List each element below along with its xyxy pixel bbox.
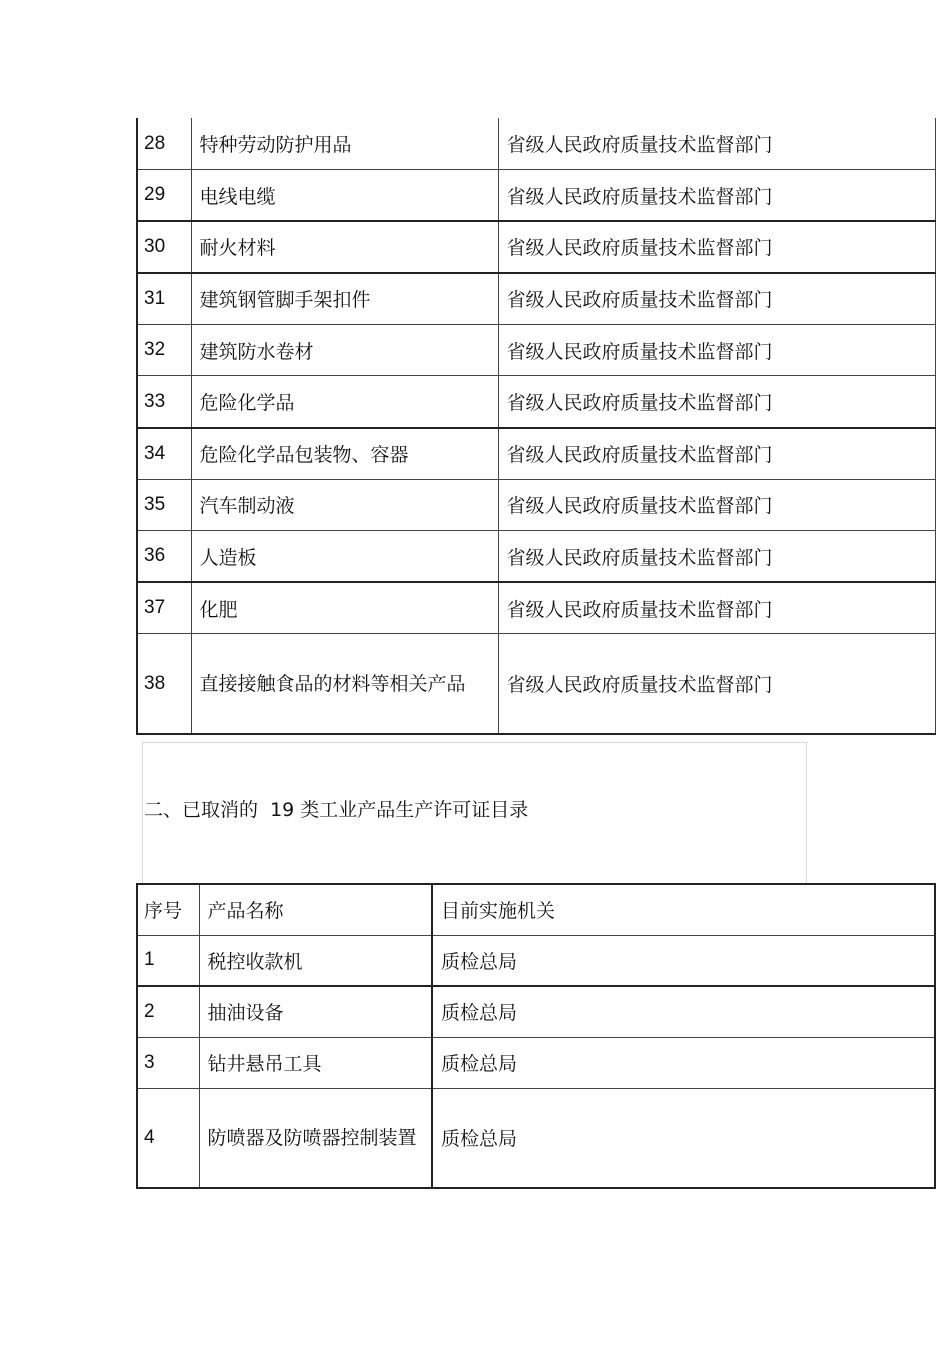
row-number: 30 <box>137 221 191 273</box>
table-row <box>137 986 935 1037</box>
agency-name: 省级人民政府质量技术监督部门 <box>498 531 935 583</box>
row-number: 2 <box>137 986 199 1037</box>
table-header-row <box>137 884 935 935</box>
section-heading: 二、已取消的 19 类工业产品生产许可证目录 <box>144 799 529 821</box>
product-name: 钻井悬吊工具 <box>199 1037 432 1088</box>
table-row <box>137 324 935 376</box>
product-name: 建筑防水卷材 <box>191 324 498 376</box>
product-name: 化肥 <box>191 582 498 634</box>
row-number: 38 <box>137 634 191 734</box>
table-row <box>137 1037 935 1088</box>
product-name: 电线电缆 <box>191 170 498 222</box>
agency-name: 省级人民政府质量技术监督部门 <box>498 324 935 376</box>
row-number: 31 <box>137 273 191 325</box>
table-row <box>137 531 935 583</box>
agency-name: 省级人民政府质量技术监督部门 <box>498 118 935 170</box>
table-row <box>137 118 935 170</box>
header-agency: 目前实施机关 <box>432 884 935 935</box>
agency-name: 质检总局 <box>432 1037 935 1088</box>
agency-name: 省级人民政府质量技术监督部门 <box>498 221 935 273</box>
row-number: 29 <box>137 170 191 222</box>
product-name: 危险化学品 <box>191 376 498 428</box>
row-number: 3 <box>137 1037 199 1088</box>
product-name: 直接接触食品的材料等相关产品 <box>191 634 498 734</box>
row-number: 32 <box>137 324 191 376</box>
row-number: 33 <box>137 376 191 428</box>
table-row <box>137 221 935 273</box>
table-row <box>137 376 935 428</box>
product-name: 危险化学品包装物、容器 <box>191 428 498 480</box>
product-name: 抽油设备 <box>199 986 432 1037</box>
table-row <box>137 582 935 634</box>
table-row <box>137 428 935 480</box>
table-row <box>137 479 935 531</box>
licensing-table-continued <box>136 118 936 735</box>
row-number: 1 <box>137 935 199 986</box>
row-number: 34 <box>137 428 191 480</box>
table-row <box>137 935 935 986</box>
row-number: 37 <box>137 582 191 634</box>
agency-name: 省级人民政府质量技术监督部门 <box>498 170 935 222</box>
header-product: 产品名称 <box>199 884 432 935</box>
agency-name: 质检总局 <box>432 986 935 1037</box>
agency-name: 省级人民政府质量技术监督部门 <box>498 479 935 531</box>
table-row <box>137 634 935 734</box>
table-row <box>137 1088 935 1188</box>
agency-name: 省级人民政府质量技术监督部门 <box>498 634 935 734</box>
row-number: 28 <box>137 118 191 170</box>
row-number: 4 <box>137 1088 199 1188</box>
agency-name: 省级人民政府质量技术监督部门 <box>498 376 935 428</box>
row-number: 36 <box>137 531 191 583</box>
agency-name: 质检总局 <box>432 935 935 986</box>
product-name: 耐火材料 <box>191 221 498 273</box>
agency-name: 质检总局 <box>432 1088 935 1188</box>
product-name: 税控收款机 <box>199 935 432 986</box>
product-name: 人造板 <box>191 531 498 583</box>
table-row <box>137 170 935 222</box>
agency-name: 省级人民政府质量技术监督部门 <box>498 582 935 634</box>
row-number: 35 <box>137 479 191 531</box>
header-number: 序号 <box>137 884 199 935</box>
product-name: 特种劳动防护用品 <box>191 118 498 170</box>
agency-name: 省级人民政府质量技术监督部门 <box>498 428 935 480</box>
cancelled-licenses-table <box>136 883 936 1189</box>
product-name: 防喷器及防喷器控制装置 <box>199 1088 432 1188</box>
agency-name: 省级人民政府质量技术监督部门 <box>498 273 935 325</box>
product-name: 建筑钢管脚手架扣件 <box>191 273 498 325</box>
table-row <box>137 273 935 325</box>
product-name: 汽车制动液 <box>191 479 498 531</box>
